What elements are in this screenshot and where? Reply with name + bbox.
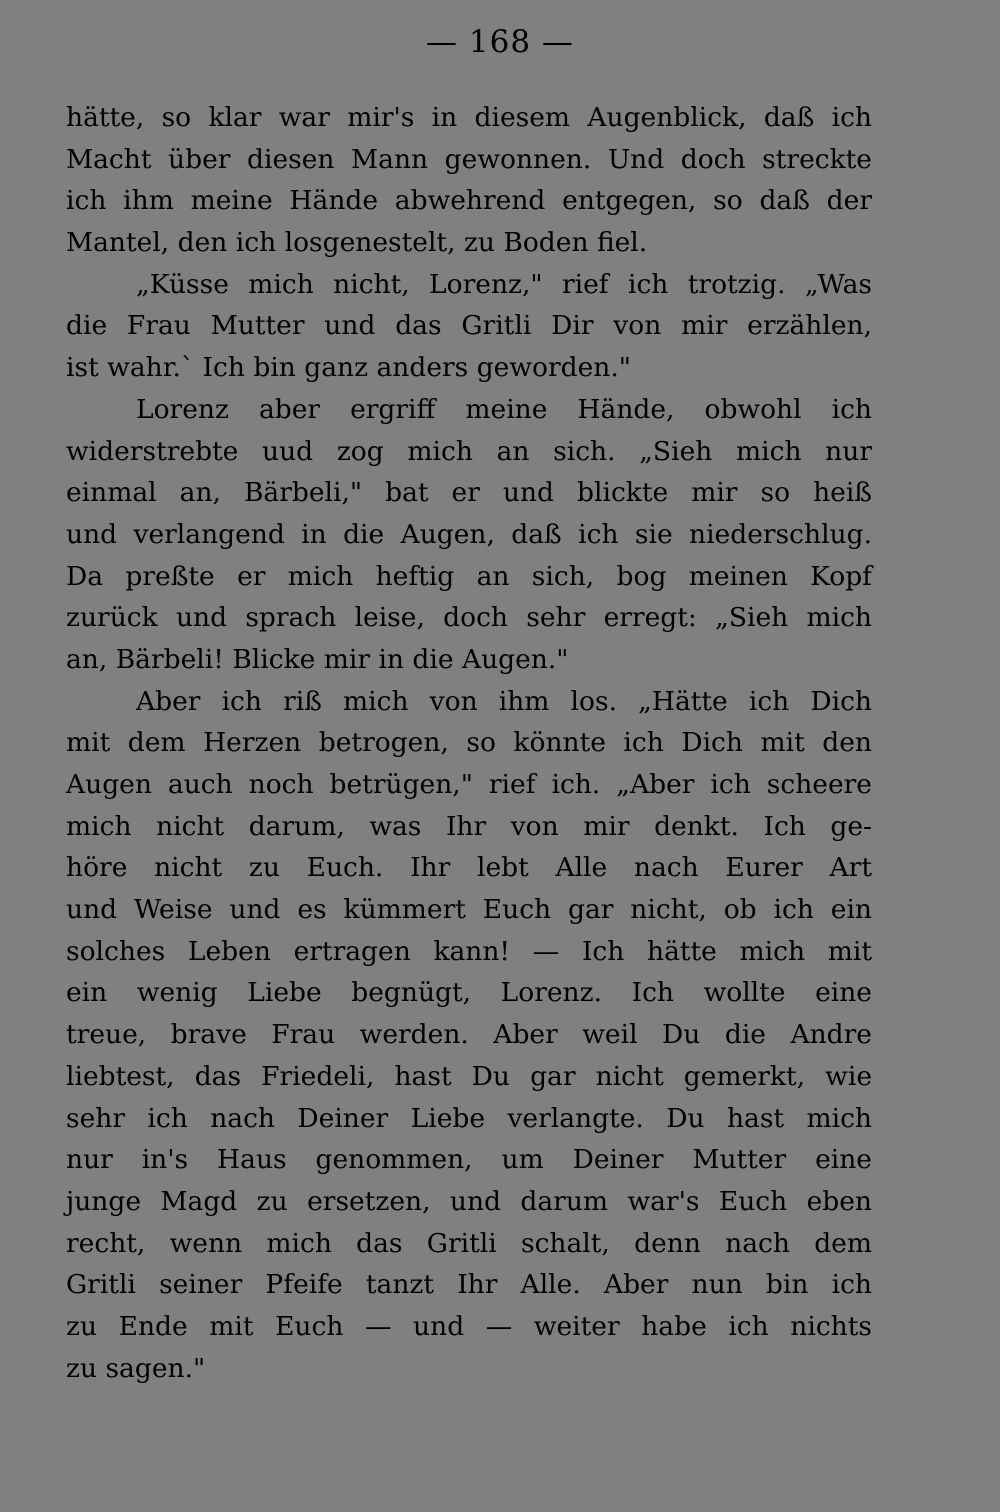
text-line: mich nicht darum, was Ihr von mir denkt. Ich ge- — [66, 810, 872, 842]
text-line: treue, brave Frau werden. Aber weil Du die Andre — [66, 1019, 872, 1051]
text-line: ist wahr.` Ich bin ganz anders geworden." — [66, 352, 631, 384]
text-line: Macht über diesen Mann gewonnen. Und doch streckte — [66, 143, 872, 175]
text-line: zu Ende mit Euch — und — weiter habe ich nichts — [66, 1310, 872, 1342]
text-line: hätte, so klar war mir's in diesem Augenblick, daß ich — [66, 102, 872, 133]
text-line: zu sagen." — [66, 1352, 206, 1384]
text-line: widerstrebte uud zog mich an sich. „Sieh mich nur — [66, 435, 872, 467]
text-line: „Küsse mich nicht, Lorenz," rief ich trotzig. „Was — [136, 268, 872, 300]
text-line: und Weise und es kümmert Euch gar nicht, ob ich ein — [66, 894, 872, 926]
text-line: Gritli seiner Pfeife tanzt Ihr Alle. Aber nun bin ich — [66, 1269, 872, 1301]
text-line: die Frau Mutter und das Gritli Dir von mir erzählen, — [66, 310, 872, 342]
text-line: mit dem Herzen betrogen, so könnte ich Dich mit den — [66, 727, 872, 759]
page-number: — 168 — — [426, 24, 574, 60]
text-line: liebtest, das Friedeli, hast Du gar nicht gemerkt, wie — [66, 1060, 872, 1092]
text-line: nur in's Haus genommen, um Deiner Mutter eine — [66, 1144, 872, 1176]
text-line: höre nicht zu Euch. Ihr lebt Alle nach Eurer Art — [66, 852, 872, 884]
text-line: ich ihm meine Hände abwehrend entgegen, so daß der — [66, 185, 872, 217]
text-line: Da preßte er mich heftig an sich, bog meinen Kopf — [66, 560, 872, 592]
text-line: Augen auch noch betrügen," rief ich. „Aber ich scheere — [66, 769, 872, 800]
page-text — [66, 97, 872, 1389]
text-line: Aber ich riß mich von ihm los. „Hätte ich Dich — [136, 685, 872, 717]
text-line: junge Magd zu ersetzen, und darum war's Euch eben — [66, 1185, 872, 1217]
text-line: Lorenz aber ergriff meine Hände, obwohl ich — [136, 393, 872, 425]
text-line: zurück und sprach leise, doch sehr erregt: „Sieh mich — [66, 602, 872, 634]
text-line: solches Leben ertragen kann! — Ich hätte mich mit — [66, 935, 872, 967]
text-line: ein wenig Liebe begnügt, Lorenz. Ich wollte eine — [66, 977, 872, 1009]
text-line: einmal an, Bärbeli," bat er und blickte mir so heiß — [66, 477, 872, 509]
text-line: sehr ich nach Deiner Liebe verlangte. Du hast mich — [66, 1102, 872, 1134]
text-line: an, Bärbeli! Blicke mir in die Augen." — [66, 643, 569, 675]
text-line: recht, wenn mich das Gritli schalt, denn nach dem — [66, 1227, 872, 1259]
text-line: Mantel, den ich losgenestelt, zu Boden fiel. — [66, 227, 648, 259]
text-line: und verlangend in die Augen, daß ich sie niederschlug. — [66, 518, 872, 550]
